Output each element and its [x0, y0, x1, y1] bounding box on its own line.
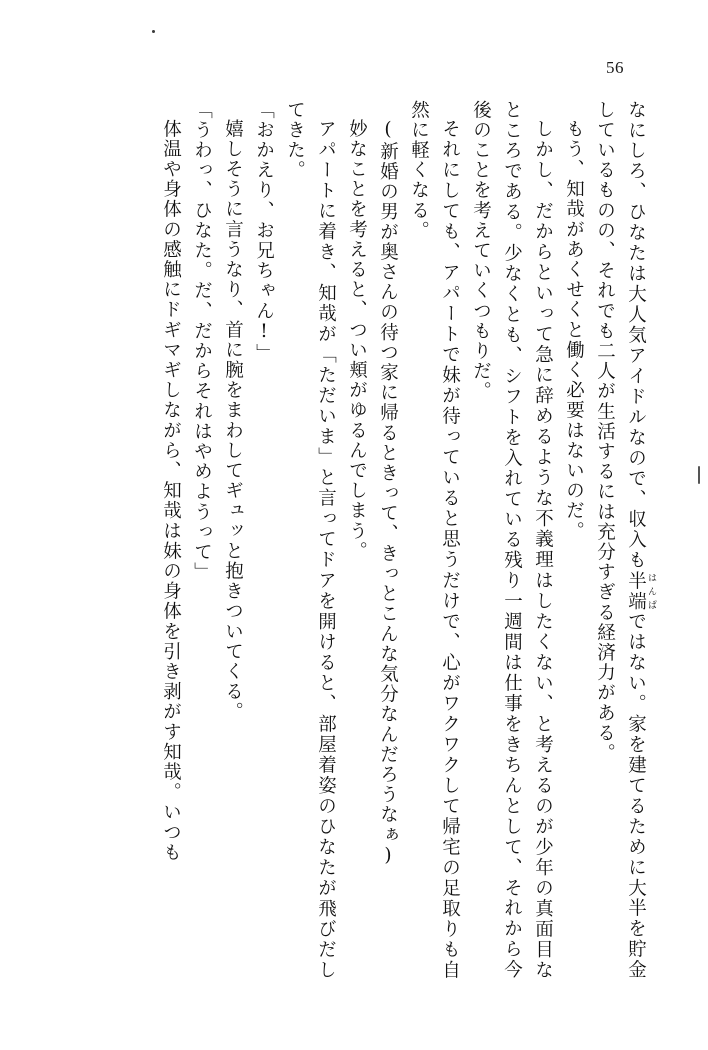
paragraph-7: アパートに着き、知哉が「ただいま」と言ってドアを開けると、部屋着姿のひなたが飛びだしてきた。: [284, 100, 337, 980]
page-speck-edge: [698, 466, 700, 484]
paragraph-10: 「うわっ、ひなた。だ、だからそれはやめようって」: [191, 100, 213, 583]
paragraph-1: なにしろ、ひなたは大人気アイドルなので、収入も半端 はんぱではない。家を建てるために大半を貯金しているものの、それでも二人が生活するには充分すぎる経済力がある。: [594, 100, 656, 980]
page-speck-top: [152, 30, 155, 33]
page-number: 56: [606, 58, 624, 77]
paragraph-4: それにしても、アパートで妹が待っていると思うだけで、心がワクワクして帰宅の足取りも自然に軽くなる。: [408, 100, 461, 980]
ruby-hanpa: 半端 はんぱ: [625, 570, 656, 612]
paragraph-2: もう、知哉があくせくと働く必要はないのだ。: [563, 118, 585, 541]
page-body: [84, 100, 656, 980]
paragraph-5: (新婚の男が奥さんの待つ家に帰るときって、きっとこんな気分なんだろうなぁ): [377, 118, 399, 868]
paragraph-9: 嬉しそうに言うなり、首に腕をまわしてギュッと抱きついてくる。: [222, 118, 244, 722]
paragraph-11: 体温や身体の感触にドギマギしながら、知哉は妹の身体を引き剥がす知哉。いつも: [160, 118, 182, 863]
paragraph-3: しかし、だからといって急に辞めるような不義理はしたくない、と考えるのが少年の真面目なところである。少なくとも、シフトを入れている残り一週間は仕事をきちんとして、それから今後のことを考えていくつもりだ。: [470, 100, 554, 980]
paragraph-8: 「おかえり、お兄ちゃん!」: [253, 100, 275, 364]
paragraph-6: 妙なことを考えると、つい頬がゆるんでしまう。: [346, 118, 368, 561]
